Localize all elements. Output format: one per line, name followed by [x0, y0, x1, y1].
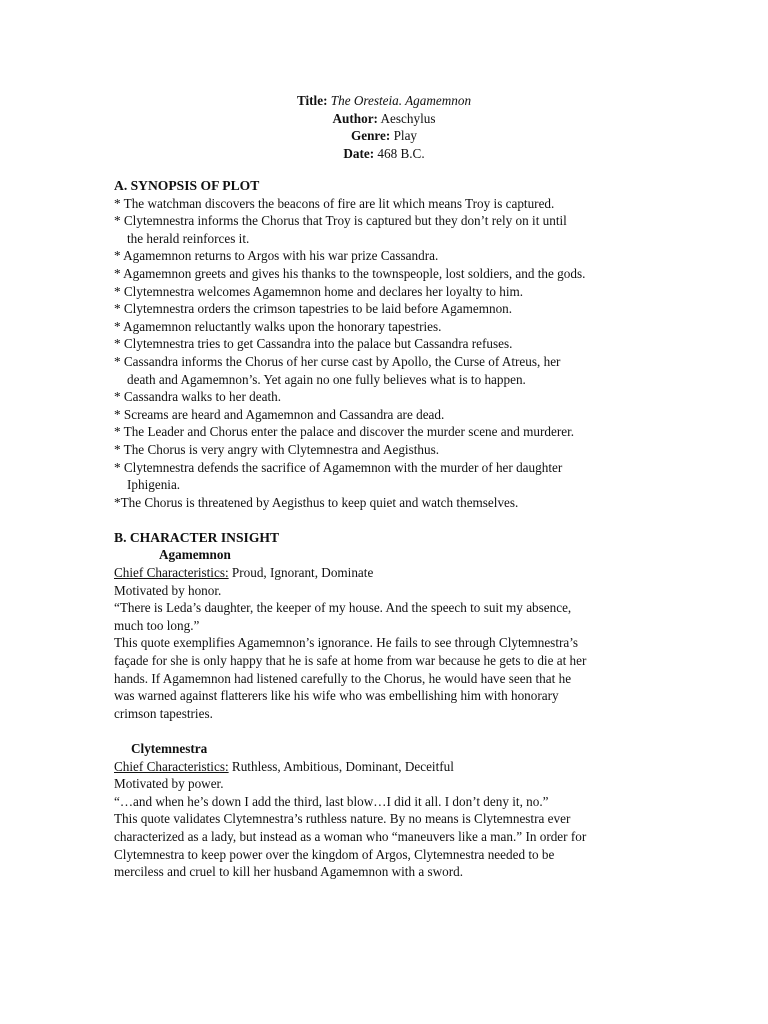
clytemnestra-analysis-line: Clytemnestra to keep power over the kingdom of Argos, Clytemnestra needed to be — [114, 846, 555, 862]
synopsis-line: * The Leader and Chorus enter the palace and discover the murder scene and murderer. — [114, 424, 575, 440]
date-value: 468 B.C. — [377, 145, 425, 161]
agamemnon-analysis-line: was warned against flatterers like his wife who was embellishing him with honorary — [114, 688, 559, 704]
agamemnon-analysis-line: This quote exemplifies Agamemnon’s ignorance. He fails to see through Clytemnestra’s — [114, 635, 579, 651]
agamemnon-section — [114, 546, 674, 722]
synopsis-heading: A. SYNOPSIS OF PLOT — [114, 178, 260, 193]
spacer — [114, 722, 674, 740]
synopsis-line: * Clytemnestra orders the crimson tapestries to be laid before Agamemnon. — [114, 301, 513, 317]
clytemnestra-analysis-line: This quote validates Clytemnestra’s ruthless nature. By no means is Clytemnestra ever — [114, 811, 571, 827]
clytemnestra-analysis-line: merciless and cruel to kill her husband Agamemnon with a sword. — [114, 864, 464, 880]
synopsis-line: * Cassandra walks to her death. — [114, 389, 281, 405]
author-label: Author: — [332, 110, 378, 126]
genre-label: Genre: — [350, 128, 391, 143]
clytemnestra-section — [114, 740, 674, 881]
genre-value: Play — [393, 128, 418, 143]
synopsis-line: * Screams are heard and Agamemnon and Cassandra are dead. — [114, 406, 445, 422]
clytemnestra-traits — [114, 758, 674, 776]
agamemnon-quote-line: much too long.” — [114, 617, 200, 633]
title-label: Title: — [296, 93, 328, 108]
agamemnon-analysis-line: hands. If Agamemnon had listened carefully to the Chorus, he would have seen that he — [114, 670, 572, 686]
agamemnon-motivation: Motivated by honor. — [114, 582, 222, 598]
synopsis-line: *The Chorus is threatened by Aegisthus to keep quiet and watch themselves. — [114, 494, 519, 510]
author-value: Aeschylus — [380, 110, 436, 126]
document-body — [114, 177, 674, 881]
traits-value: Proud, Ignorant, Dominate — [228, 565, 374, 581]
date-line — [0, 145, 768, 163]
author-line — [0, 110, 768, 128]
synopsis-line: Iphigenia. — [127, 477, 181, 493]
synopsis-line: * Cassandra informs the Chorus of her curse cast by Apollo, the Curse of Atreus, her — [114, 353, 561, 369]
genre-line — [0, 127, 768, 145]
synopsis-line: * Agamemnon reluctantly walks upon the honorary tapestries. — [114, 318, 442, 334]
agamemnon-analysis-line: façade for she is only happy that he is safe at home from war because he gets to die at her — [114, 653, 587, 669]
document-header — [0, 92, 768, 162]
date-label: Date: — [343, 145, 375, 161]
clytemnestra-quote: “…and when he’s down I add the third, last blow…I did it all. I don’t deny it, no.” — [114, 793, 549, 809]
synopsis-line: * Clytemnestra defends the sacrifice of Agamemnon with the murder of her daughter — [114, 459, 563, 475]
synopsis-line: * Clytemnestra tries to get Cassandra into the palace but Cassandra refuses. — [114, 336, 513, 352]
traits-label: Chief Characteristics: — [114, 565, 229, 581]
synopsis-line: * The Chorus is very angry with Clytemnestra and Aegisthus. — [114, 441, 440, 457]
synopsis-list — [114, 195, 674, 512]
traits-label: Chief Characteristics: — [114, 758, 229, 774]
title-value: The Oresteia. Agamemnon — [330, 93, 472, 108]
synopsis-line: * Agamemnon returns to Argos with his war prize Cassandra. — [114, 248, 439, 264]
synopsis-line: * Agamemnon greets and gives his thanks to the townspeople, lost soldiers, and the gods. — [114, 265, 586, 281]
synopsis-line: * Clytemnestra informs the Chorus that Troy is captured but they don’t rely on it until — [114, 213, 567, 229]
character-heading: B. CHARACTER INSIGHT — [114, 529, 280, 545]
agamemnon-analysis-line: crimson tapestries. — [114, 705, 213, 721]
title-line — [0, 92, 768, 110]
spacer — [114, 511, 674, 529]
agamemnon-quote-line: “There is Leda’s daughter, the keeper of my house. And the speech to suit my absence, — [114, 600, 572, 616]
agamemnon-traits — [114, 564, 674, 582]
clytemnestra-name: Clytemnestra — [131, 741, 208, 756]
synopsis-line: * The watchman discovers the beacons of fire are lit which means Troy is captured. — [114, 195, 555, 211]
traits-value: Ruthless, Ambitious, Dominant, Deceitful — [228, 758, 454, 774]
clytemnestra-analysis-line: characterized as a lady, but instead as a woman who “maneuvers like a man.” In order for — [114, 828, 587, 844]
clytemnestra-motivation: Motivated by power. — [114, 776, 224, 792]
synopsis-line: the herald reinforces it. — [127, 230, 250, 246]
agamemnon-name: Agamemnon — [159, 547, 231, 563]
synopsis-line: * Clytemnestra welcomes Agamemnon home and declares her loyalty to him. — [114, 283, 524, 299]
synopsis-line: death and Agamemnon’s. Yet again no one fully believes what is to happen. — [127, 371, 526, 387]
